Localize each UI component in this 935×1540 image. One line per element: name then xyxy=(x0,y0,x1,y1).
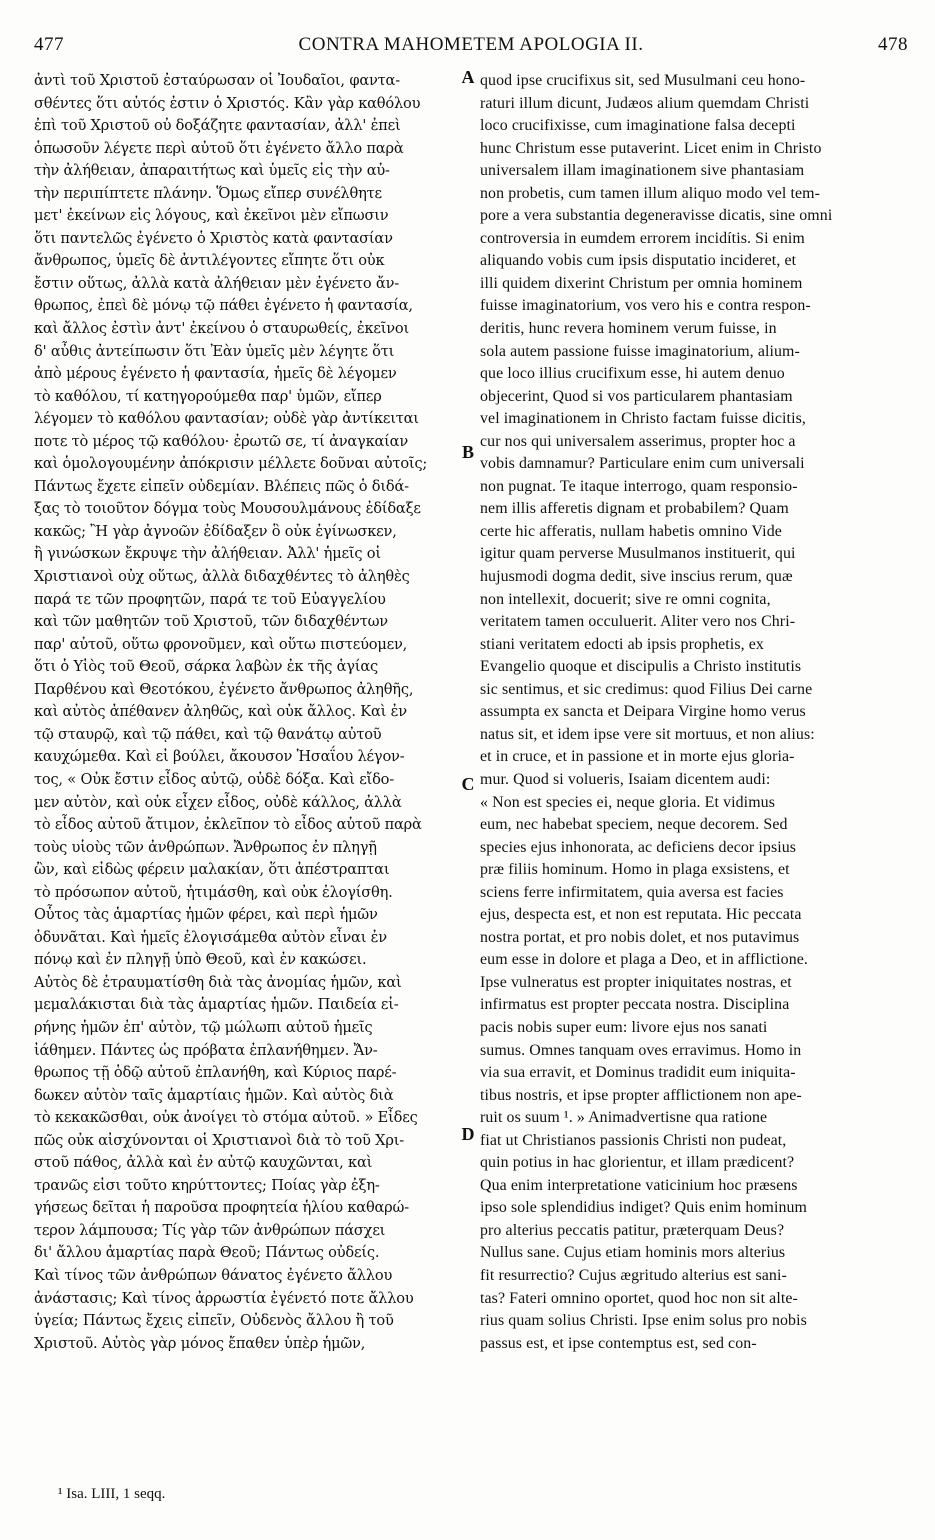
text-line: λέγομεν τὸ καθόλου φαντασίαν; οὐδὲ γὰρ ἀντίκειται xyxy=(34,410,419,428)
text-line: tas? Fateri omnino oportet, quod hoc non sit alte- xyxy=(480,1289,798,1307)
text-line: sic sentimus, et sic credimus: quod Filius Dei carne xyxy=(480,680,813,698)
text-line: vobis damnamur? Particulare enim cum universali xyxy=(480,455,805,473)
text-line: certe hic afferatis, nullam habetis omnino Vide xyxy=(480,522,782,540)
section-marker-c: C xyxy=(461,774,475,794)
text-line: δι' ἄλλου ἁμαρτίας παρὰ Θεοῦ; Πάντως οὐδείς. xyxy=(34,1244,380,1262)
text-line: θρωπος τῇ ὁδῷ αὐτοῦ ἐπλανήθη, καὶ Κύριος παρέ- xyxy=(34,1064,397,1082)
section-marker-b: B xyxy=(461,442,474,462)
text-line: ejus, despecta est, et non est reputata. Hic peccata xyxy=(480,906,802,924)
text-line: τὴν ἀλήθειαν, ἀπαραιτήτως καὶ ὑμεῖς εἰς τὴν αὐ- xyxy=(34,162,390,180)
text-line: veritatem tamen occuluerit. Aliter vero nos Chri- xyxy=(480,613,796,631)
text-line: ὁπωσοῦν λέγετε περὶ αὐτοῦ ὅτι ἐγένετο ἄλλο παρὰ xyxy=(34,139,404,157)
text-line: Χριστοῦ. Αὐτὸς γὰρ μόνος ἔπαθεν ὑπὲρ ἡμῶν, xyxy=(34,1334,366,1352)
text-line: mur. Quod si volueris, Isaiam dicentem audi: xyxy=(480,770,771,788)
text-line: Ipse vulneratus est propter iniquitates nostras, et xyxy=(480,973,792,991)
text-line: τος, « Οὐκ ἔστιν εἶδος αὐτῷ, οὐδὲ δόξα. Καὶ εἴδο- xyxy=(34,770,394,788)
text-line: passus est, et ipse contemptus est, sed con- xyxy=(480,1334,757,1352)
text-line: natus sit, et idem ipse vere sit mortuus, et non alius: xyxy=(480,725,815,743)
text-line: non intellexit, docuerit; sive re omni cognita, xyxy=(480,590,771,608)
text-line: μετ' ἐκείνων εἰς λόγους, καὶ ἐκεῖνοι μὲν εἴπωσιν xyxy=(34,207,389,225)
footnote: ¹ Isa. LIII, 1 seqq. xyxy=(58,1486,166,1502)
text-line: ὑγεία; Πάντως ἔχεις εἰπεῖν, Οὐδενὸς ἄλλου ἢ τοῦ xyxy=(34,1312,394,1330)
text-line: eum, nec habebat speciem, neque decorem. Sed xyxy=(480,816,788,834)
running-title: CONTRA MAHOMETEM APOLOGIA II. xyxy=(298,34,644,55)
text-line: aliquando vobis cum ipsis disputatio incideret, et xyxy=(480,252,797,270)
text-line: ipso sole splendidius indiget? Quis enim hominum xyxy=(480,1199,808,1217)
section-marker-a: A xyxy=(461,67,475,87)
text-line: παρά τε τῶν προφητῶν, παρά τε τοῦ Εὐαγγελίου xyxy=(34,590,386,608)
text-line: cur nos qui universalem asserimus, propter hoc a xyxy=(480,432,796,450)
text-line: objecerint, Quod si vos particularem phantasiam xyxy=(480,387,793,405)
text-line: κακῶς; Ἢ γὰρ ἀγνοῶν ἐδίδαξεν ὃ οὐκ ἐγίνωσκεν, xyxy=(34,522,397,540)
text-line: tibus nostris, et ipse propter afflictionem non ape- xyxy=(480,1086,802,1104)
text-line: non probetis, cum tamen illum aliquo modo vel tem- xyxy=(480,184,820,202)
text-line: via sua erravit, et Dominus tradidit eum iniquita- xyxy=(480,1064,796,1082)
text-line: ἀντὶ τοῦ Χριστοῦ ἐσταύρωσαν οἱ Ἰουδαῖοι, φαντα- xyxy=(34,72,400,89)
text-line: τὸ κεκακῶσθαι, οὐκ ἀνοίγει τὸ στόμα αὐτοῦ. » Εἶδες xyxy=(34,1109,418,1127)
text-line: Χριστιανοὶ οὐχ οὕτως, ἀλλὰ διδαχθέντες τὸ ἀληθὲς xyxy=(34,568,410,586)
text-line: nostra portat, et pro nobis dolet, et nos putavimus xyxy=(480,928,800,946)
text-line: universalem illam imaginationem sive phantasiam xyxy=(480,162,805,180)
text-line: καὶ ὁμολογουμένην ἀπόκρισιν μέλλετε δοῦναι αὐτοῖς; xyxy=(34,455,428,473)
text-line: species ejus inhonorata, ac deficiens decor ipsius xyxy=(480,838,797,856)
text-line: ἔστιν οὕτως, ἀλλὰ κατὰ ἀλήθειαν μὲν ἐγένετο ἄν- xyxy=(34,274,399,292)
text-line: pacis nobis super eum: livore ejus nos sanati xyxy=(480,1018,768,1036)
text-line: ἀνάστασις; Καὶ τίνος ἀρρωστία ἐγένετό ποτε ἄλλου xyxy=(34,1289,414,1307)
text-line: quin potius in hac glorientur, et illam prædicent? xyxy=(480,1154,795,1172)
text-line: πόνῳ καὶ ἐν πληγῇ ὑπὸ Θεοῦ, καὶ ἐν κακώσει. xyxy=(34,951,367,969)
text-line: Αὐτὸς δὲ ἐτραυματίσθη διὰ τὰς ἀνομίας ἡμῶν, καὶ xyxy=(34,973,402,991)
page-number-left: 477 xyxy=(34,34,64,55)
text-line: ἰάθημεν. Πάντες ὡς πρόβατα ἐπλανήθημεν. Ἄν- xyxy=(34,1041,378,1059)
text-line: igitur quam perverse Musulmanos instituerit, qui xyxy=(480,545,796,563)
text-line: πῶς οὐκ αἰσχύνονται οἱ Χριστιανοὶ διὰ τὸ τοῦ Χρι- xyxy=(34,1131,404,1149)
text-line: raturi illum dicunt, Judæos alium quemdam Christi xyxy=(480,94,810,112)
text-line: μεν αὐτὸν, καὶ οὐκ εἶχεν εἶδος, οὐδὲ κάλλος, ἀλλὰ xyxy=(34,793,402,811)
text-line: Οὗτος τὰς ἁμαρτίας ἡμῶν φέρει, καὶ περὶ ἡμῶν xyxy=(34,906,378,924)
page-number-right: 478 xyxy=(878,34,908,55)
text-line: ἐπὶ τοῦ Χριστοῦ οὐ δοξάζητε φαντασίαν, ἀλλ' ἐπεὶ xyxy=(34,117,401,135)
text-line: τοὺς υἱοὺς τῶν ἀνθρώπων. Ἄνθρωπος ἐν πληγῇ xyxy=(34,838,377,856)
text-line: pore a vera substantia degeneravisse dicatis, sine omni xyxy=(480,207,833,225)
text-line: τὸ εἶδος αὐτοῦ ἄτιμον, ἐκλεῖπον τὸ εἶδος αὐτοῦ παρὰ xyxy=(34,816,422,834)
text-line: ξας τὸ τοιοῦτον δόγμα τοὺς Μουσουλμάνους ἐδίδαξε xyxy=(34,500,421,518)
text-line: Evangelio quoque et discipulis a Christo institutis xyxy=(480,658,802,676)
text-line: τὸ πρόσωπον αὐτοῦ, ἠτιμάσθη, καὶ οὐκ ἐλογίσθη. xyxy=(34,883,393,901)
text-line: præ filiis hominum. Homo in plaga exsistens, et xyxy=(480,861,790,879)
text-line: quod ipse crucifixus sit, sed Musulmani ceu hono- xyxy=(480,72,806,89)
text-line: eum esse in dolore et plaga a Deo, et in afflictione. xyxy=(480,951,809,969)
text-line: ποτε τὸ μέρος τῷ καθόλου· ἐρωτῶ σε, τί ἀναγκαίαν xyxy=(34,432,409,450)
text-line: Πάντως ἔχετε εἰπεῖν οὐδεμίαν. Βλέπεις πῶς ὁ διδά- xyxy=(34,477,409,495)
text-line: μεμαλάκισται διὰ τὰς ἁμαρτίας ἡμῶν. Παιδεία εἰ- xyxy=(34,996,399,1014)
text-line: hunc Christum esse putaverint. Licet enim in Christo xyxy=(480,139,822,157)
text-line: ἀπὸ μέρους ἐγένετο ἡ φαντασία, ἡμεῖς δὲ λέγομεν xyxy=(34,365,397,383)
text-line: controversia in eumdem errorem incidítis. Si enim xyxy=(480,229,805,247)
text-line: τῷ σταυρῷ, καὶ τῷ πάθει, καὶ τῷ θανάτῳ αὐτοῦ xyxy=(34,725,382,743)
text-line: καὶ τῶν μαθητῶν τοῦ Χριστοῦ, τῶν διδαχθέντων xyxy=(34,613,388,631)
text-line: καὶ αὐτὸς ἀπέθανεν ἀληθῶς, καὶ οὐκ ἄλλος. Καὶ ἐν xyxy=(34,703,407,721)
text-line: que loco illius crucifixum esse, hi autem denuo xyxy=(480,365,785,383)
text-line: τὴν περιπίπτετε πλάνην. Ὅμως εἴπερ συνέλθητε xyxy=(34,184,382,202)
text-line: Παρθένου καὶ Θεοτόκου, ἐγένετο ἄνθρωπος ἀληθῆς, xyxy=(34,680,414,698)
text-line: καυχώμεθα. Καὶ εἰ βούλει, ἄκουσον Ἡσαΐου λέγον- xyxy=(34,748,405,766)
latin-column xyxy=(480,70,905,1355)
text-line: fiat ut Christianos passionis Christi non pudeat, xyxy=(480,1131,787,1149)
text-line: ὢν, καὶ εἰδὼς φέρειν μαλακίαν, ὅτι ἀπέστραπται xyxy=(34,861,390,879)
text-line: ὀδυνᾶται. Καὶ ἡμεῖς ἐλογισάμεθα αὐτὸν εἶναι ἐν xyxy=(34,928,387,946)
text-line: « Non est species ei, neque gloria. Et vidimus xyxy=(480,793,775,811)
text-line: fuisse imaginatorium, vos vero his e contra respon- xyxy=(480,297,811,315)
text-line: pro alterius peccatis patitur, præterquam Deus? xyxy=(480,1221,785,1239)
text-line: stiani veritatem edocti ab ipsis prophetis, ex xyxy=(480,635,764,653)
text-line: τερον λάμπουσα; Τίς γὰρ τῶν ἀνθρώπων πάσχει xyxy=(34,1221,386,1239)
text-line: δ' αὖθις ἀντείπωσιν ὅτι Ἐὰν ὑμεῖς μὲν λέγητε ὅτι xyxy=(34,342,395,360)
text-line: sumus. Omnes tanquam oves erravimus. Homo in xyxy=(480,1041,802,1059)
text-line: στοῦ πάθος, ἀλλὰ καὶ ἐν αὐτῷ καυχῶνται, καὶ xyxy=(34,1154,373,1172)
text-line: assumpta ex sancta et Deipara Virgine homo verus xyxy=(480,703,806,721)
text-line: vel imaginationem in Christo factam fuisse dicitis, xyxy=(480,410,806,428)
text-line: hujusmodi dogma dedit, sive inscius rerum, quæ xyxy=(480,568,793,586)
text-line: δωκεν αὐτὸν ταῖς ἁμαρτίαις ἡμῶν. Καὶ αὐτὸς διὰ xyxy=(34,1086,394,1104)
text-line: fit resurrectio? Cujus ægritudo alterius est sani- xyxy=(480,1266,787,1284)
text-line: non pugnat. Te itaque interrogo, quam responsio- xyxy=(480,477,798,495)
section-marker-d: D xyxy=(461,1124,475,1144)
text-line: nem illis afferetis dignam et probabilem? Quam xyxy=(480,500,789,518)
text-line: illi quidem dixerint Christum per omnia hominem xyxy=(480,274,803,292)
page-header xyxy=(34,34,908,64)
text-line: deritis, hunc revera hominem verum fuisse, in xyxy=(480,320,777,338)
text-line: ρήνης ἡμῶν ἐπ' αὐτὸν, τῷ μώλωπι αὐτοῦ ἡμεῖς xyxy=(34,1018,373,1036)
text-line: ἢ γινώσκων ἔκρυψε τὴν ἀλήθειαν. Ἀλλ' ἡμεῖς οἱ xyxy=(34,545,381,563)
text-line: Qua enim interpretatione vaticinium hoc præsens xyxy=(480,1176,798,1194)
text-line: rius quam solius Christi. Ipse enim solus pro nobis xyxy=(480,1312,807,1330)
text-line: καὶ ἄλλος ἐστὶν ἀντ' ἐκείνου ὁ σταυρωθείς, ἐκεῖνοι xyxy=(34,320,410,338)
text-line: ἄνθρωπος, ὑμεῖς δὲ ἀντιλέγοντες εἴπητε ὅτι οὐκ xyxy=(34,252,385,270)
text-line: παρ' αὐτοῦ, οὕτω φρονοῦμεν, καὶ οὕτω πιστεύομεν, xyxy=(34,635,408,653)
text-line: Καὶ τίνος τῶν ἀνθρώπων θάνατος ἐγένετο ἄλλου xyxy=(34,1266,393,1284)
greek-column xyxy=(34,70,454,1355)
text-line: et in cruce, et in passione et in morte ejus gloria- xyxy=(480,748,795,766)
text-line: ὅτι ὁ Υἱὸς τοῦ Θεοῦ, σάρκα λαβὼν ἐκ τῆς ἁγίας xyxy=(34,658,378,676)
text-line: τρανῶς εἰσι τοῦτο κηρύττοντες; Ποίας γὰρ ἐξη- xyxy=(34,1176,380,1194)
text-line: infirmatus est propter peccata nostra. Disciplina xyxy=(480,996,790,1014)
text-line: θρωπος, ἐπεὶ δὲ μόνῳ τῷ πάθει ἐγένετο ἡ φαντασία, xyxy=(34,297,413,315)
text-line: σθέντες ὅτι αὐτός ἐστιν ὁ Χριστός. Κἂν γὰρ καθόλου xyxy=(34,94,421,112)
text-line: ὅτι παντελῶς ἐγένετο ὁ Χριστὸς κατὰ φαντασίαν xyxy=(34,229,393,247)
text-line: ruit os suum ¹. » Animadvertisne qua ratione xyxy=(480,1109,768,1127)
text-line: sciens ferre infirmitatem, quia aversa est facies xyxy=(480,883,784,901)
text-line: loco crucifixisse, cum imaginatione falsa decepti xyxy=(480,117,796,135)
text-line: sola autem passione fuisse imaginatorium, alium- xyxy=(480,342,800,360)
text-line: γήσεως δεῖται ἡ παροῦσα προφητεία ἡλίου καθαρώ- xyxy=(34,1199,409,1217)
text-line: Nullus sane. Cujus etiam hominis mors alterius xyxy=(480,1244,786,1262)
text-line: τὸ καθόλου, τί κατηγορούμεθα παρ' ὑμῶν, εἴπερ xyxy=(34,387,382,405)
